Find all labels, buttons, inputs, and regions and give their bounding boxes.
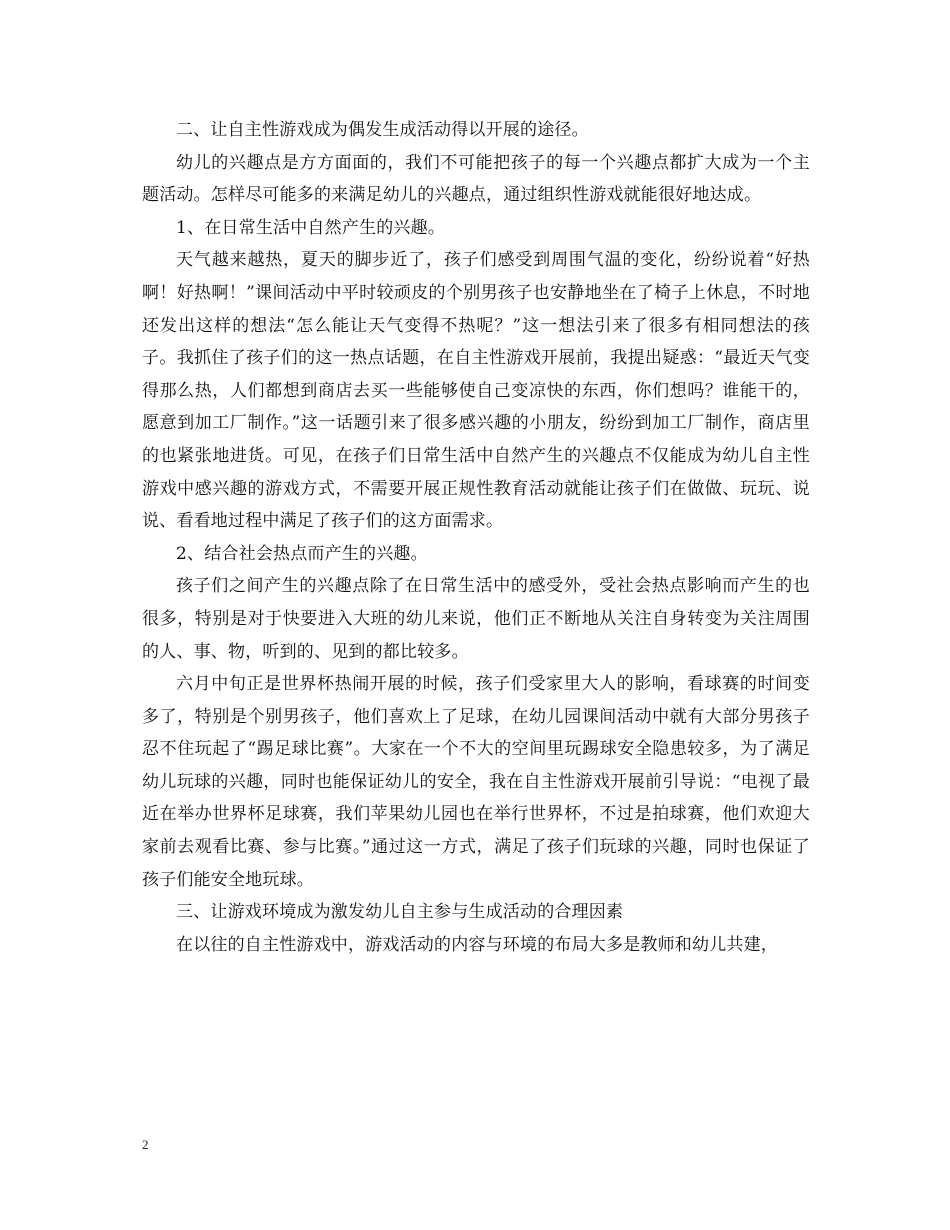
section-heading-2: 二、让自主性游戏成为偶发生成活动得以开展的途径。 [176, 120, 589, 140]
body-paragraph: 天气越来越热，夏天的脚步近了，孩子们感受到周围气温的变化，纷纷说着“好热啊！好热啊！”课间活动中平时较顽皮的个别男孩子也安静地坐在了椅子上休息，不时地还发出这样的想法“怎么能让天气变得不热呢？”这一想法引来了很多有相同想法的孩子。我抓住了孩子们的这一热点话题，在自主性游戏开展前，我提出疑惑：“最近天气变得那么热，人们都想到商店去买一些能够使自己变凉快的东西，你们想吗？谁能干的，愿意到加工厂制作。”这一话题引来了很多感兴趣的小朋友，纷纷到加工厂制作，商店里的也紧张地进货。可见，在孩子们日常生活中自然产生的兴趣点不仅能成为幼儿自主性游戏中感兴趣的游戏方式，不需要开展正规性教育活动就能让孩子们在做做、玩玩、说说、看看地过程中满足了孩子们的这方面需求。 [142, 250, 810, 532]
section-heading-3: 三、让游戏环境成为激发幼儿自主参与生成活动的合理因素 [176, 902, 624, 923]
body-paragraph: 六月中旬正是世界杯热闹开展的时候，孩子们受家里大人的影响，看球赛的时间变多了，特别是个别男孩子，他们喜欢上了足球，在幼儿园课间活动中就有大部分男孩子忍不住玩起了“踢足球比赛”。大家在一个不大的空间里玩踢球安全隐患较多，为了满足幼儿玩球的兴趣，同时也能保证幼儿的安全，我在自主性游戏开展前引导说：“电视了最近在举办世界杯足球赛，我们苹果幼儿园也在举行世界杯，不过是拍球赛，他们欢迎大家前去观看比赛、参与比赛。”通过这一方式，满足了孩子们玩球的兴趣，同时也保证了孩子们能安全地玩球。 [142, 674, 810, 890]
subsection-heading-1: 1、在日常生活中自然产生的兴趣。 [176, 217, 446, 238]
body-paragraph: 孩子们之间产生的兴趣点除了在日常生活中的感受外，受社会热点影响而产生的也很多，特别是对于快要进入大班的幼儿来说，他们正不断地从关注自身转变为关注周围的人、事、物，听到的、见到的都比较多。 [142, 576, 810, 662]
subsection-heading-2: 2、结合社会热点而产生的兴趣。 [176, 543, 428, 564]
body-paragraph: 在以往的自主性游戏中，游戏活动的内容与环境的布局大多是教师和幼儿共建， [176, 934, 778, 955]
body-paragraph: 幼儿的兴趣点是方方面面的，我们不可能把孩子的每一个兴趣点都扩大成为一个主题活动。怎样尽可能多的来满足幼儿的兴趣点，通过组织性游戏就能很好地达成。 [142, 152, 810, 206]
document-body [142, 114, 810, 961]
page-number: 2 [142, 1137, 149, 1152]
